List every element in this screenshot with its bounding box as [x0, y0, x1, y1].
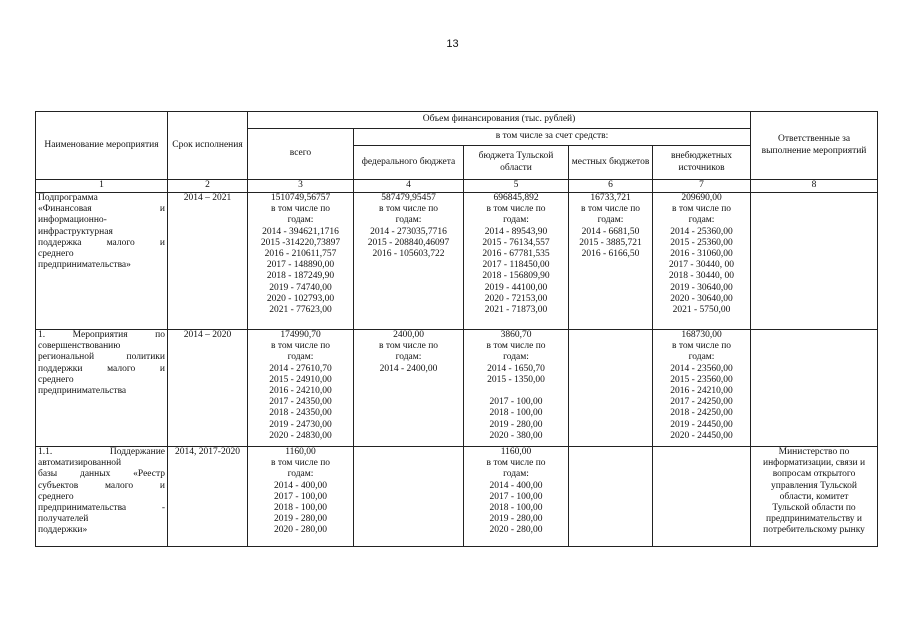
- column-number: 1: [36, 180, 168, 193]
- name-line: поддержки малого и: [38, 363, 165, 374]
- cell-line: 2021 - 5750,00: [672, 305, 731, 316]
- cell-line: 168730,00: [681, 330, 722, 340]
- cell-line: 2018 - 30440, 00: [669, 271, 734, 282]
- cell-line: в том числе по: [486, 341, 546, 352]
- total-cell: [248, 193, 354, 330]
- activity-name-cell: [36, 193, 168, 330]
- cell-line: 2019 - 30640,00: [670, 282, 733, 293]
- cell-line: информатизации, связи и: [763, 458, 866, 469]
- cell-line: 2017 - 100,00: [273, 491, 328, 502]
- cell-line: в том числе по: [671, 341, 732, 352]
- name-line: региональной политики: [38, 352, 165, 363]
- cell-line: годам:: [503, 352, 529, 363]
- cell-line: в том числе по: [486, 458, 546, 469]
- cell-line: 2019 - 280,00: [489, 419, 543, 430]
- cell-line: 2014 - 400,00: [489, 480, 543, 491]
- cell-line: в том числе по: [378, 341, 439, 352]
- activity-name-cell: [36, 330, 168, 447]
- cell-line: 1510749,56757: [270, 193, 331, 203]
- federal-cell: [354, 330, 464, 447]
- cell-line: 2018 - 187249,90: [266, 271, 335, 282]
- cell-line: 2015 - 3885,721: [579, 237, 642, 248]
- cell-line: 2014 - 1650,70: [487, 363, 545, 374]
- federal-cell: [354, 447, 464, 547]
- cell-line: Тульской области по: [772, 503, 856, 514]
- cell-line: 2014 - 23560,00: [670, 363, 733, 374]
- column-number: 4: [354, 180, 464, 193]
- cell-line: 2018 - 100,00: [489, 503, 543, 514]
- name-line: среднего: [38, 249, 74, 260]
- name-line: базы данных «Реестр: [38, 469, 165, 480]
- name-line: поддержки»: [38, 525, 88, 536]
- cell-line: 2019 - 24730,00: [269, 419, 332, 430]
- financing-table: [35, 111, 878, 547]
- cell-line: годам:: [503, 469, 529, 480]
- total-cell: [248, 330, 354, 447]
- cell-line: 2020 - 24830,00: [269, 430, 332, 441]
- cell-line: 2014 - 89543,90: [484, 226, 548, 237]
- column-number: 3: [248, 180, 354, 193]
- cell-line: 2017 - 118450,00: [482, 260, 550, 271]
- header-regional: бюджета Тульской области: [464, 146, 569, 180]
- name-line: совершенствованию: [38, 341, 121, 352]
- cell-line: [466, 386, 566, 397]
- name-line: 1.1. Поддержание: [38, 447, 165, 457]
- cell-line: 2016 - 105603,722: [372, 249, 445, 260]
- local-cell: [569, 330, 653, 447]
- cell-line: 2017 - 24250,00: [670, 397, 733, 408]
- cell-line: 2020 - 280,00: [273, 525, 328, 536]
- cell-line: 2020 - 30640,00: [670, 293, 733, 304]
- header-local: местных бюджетов: [569, 146, 653, 180]
- cell-line: 2019 - 280,00: [273, 514, 328, 525]
- column-number: 8: [751, 180, 878, 193]
- cell-line: 2014 - 400,00: [273, 480, 328, 491]
- table-body: [36, 193, 878, 547]
- name-line: среднего: [38, 374, 74, 385]
- cell-line: 2017 - 24350,00: [269, 397, 332, 408]
- cell-line: годам:: [597, 215, 624, 226]
- header-volume: Объем финансирования (тыс. рублей): [248, 112, 751, 129]
- cell-line: области, комитет: [779, 491, 849, 502]
- cell-line: 2019 - 74740,00: [269, 282, 332, 293]
- cell-line: 2020 - 72153,00: [484, 293, 548, 304]
- responsible-cell: [751, 193, 878, 330]
- responsible-cell: [751, 330, 878, 447]
- cell-line: 16733,721: [590, 193, 631, 203]
- name-line: инфраструктурная: [38, 226, 113, 237]
- cell-line: предпринимательству и: [766, 514, 862, 525]
- cell-line: в том числе по: [270, 204, 331, 215]
- cell-line: 2015 - 76134,557: [482, 237, 550, 248]
- federal-cell: [354, 193, 464, 330]
- cell-line: 1160,00: [500, 447, 532, 457]
- cell-line: 2015 - 23560,00: [670, 374, 733, 385]
- total-cell: [248, 447, 354, 547]
- cell-line: 2020 - 380,00: [489, 430, 543, 441]
- table-row: [36, 447, 878, 547]
- name-line: автоматизированной: [38, 458, 122, 469]
- cell-line: 2020 - 102793,00: [266, 293, 335, 304]
- cell-line: 1160,00: [285, 447, 316, 457]
- extra-cell: [653, 193, 751, 330]
- header-extra: внебюджетных источников: [653, 146, 751, 180]
- column-number: 5: [464, 180, 569, 193]
- header-responsible: Ответственные за выполнение мероприятий: [751, 112, 878, 180]
- activity-name-cell: [36, 447, 168, 547]
- cell-line: 2400,00: [393, 330, 424, 340]
- cell-line: в том числе по: [270, 341, 331, 352]
- cell-line: потребительскому рынку: [763, 525, 865, 536]
- cell-line: 2015 - 24910,00: [269, 374, 332, 385]
- header-including: в том числе за счет средств:: [354, 129, 751, 146]
- cell-line: 2020 - 280,00: [489, 525, 543, 536]
- cell-line: 174990,70: [280, 330, 321, 340]
- cell-line: годам:: [688, 215, 715, 226]
- cell-line: годам:: [688, 352, 715, 363]
- term-cell: 2014 – 2020: [168, 330, 248, 447]
- cell-line: 3860,70: [500, 330, 532, 340]
- cell-line: 2017 - 100,00: [489, 397, 543, 408]
- table-row: [36, 193, 878, 330]
- cell-line: 2016 - 210611,757: [264, 249, 337, 260]
- column-number: 6: [569, 180, 653, 193]
- cell-line: 2019 - 44100,00: [484, 282, 548, 293]
- column-number: 2: [168, 180, 248, 193]
- regional-cell: [464, 193, 569, 330]
- cell-line: Министерство по: [778, 447, 850, 457]
- cell-line: 2020 - 24450,00: [670, 430, 733, 441]
- cell-line: 2018 - 156809,90: [482, 271, 550, 282]
- cell-line: 2014 - 25360,00: [670, 226, 733, 237]
- local-cell: [569, 447, 653, 547]
- name-line: предпринимательства»: [38, 260, 131, 271]
- cell-line: 2018 - 24250,00: [670, 408, 733, 419]
- name-line: «Финансовая и: [38, 204, 165, 215]
- cell-line: в том числе по: [671, 204, 732, 215]
- name-line: информационно-: [38, 215, 107, 226]
- responsible-cell: [751, 447, 878, 547]
- name-line: Подпрограмма: [38, 193, 98, 203]
- cell-line: 2015 - 25360,00: [670, 237, 733, 248]
- term-cell: 2014 – 2021: [168, 193, 248, 330]
- cell-line: 2015 - 208840,46097: [367, 237, 450, 248]
- cell-line: 2014 - 394621,1716: [262, 226, 339, 237]
- cell-line: 2014 - 6681,50: [581, 226, 640, 237]
- cell-line: в том числе по: [270, 458, 331, 469]
- header-name: Наименование мероприятия: [36, 112, 168, 180]
- cell-line: 2021 - 71873,00: [484, 305, 548, 316]
- cell-line: годам:: [287, 352, 314, 363]
- cell-line: 2016 - 24210,00: [269, 386, 332, 397]
- cell-line: 2017 - 148890,00: [266, 260, 335, 271]
- header-total: всего: [248, 129, 354, 180]
- extra-cell: [653, 447, 751, 547]
- cell-line: 2016 - 67781,535: [482, 249, 550, 260]
- cell-line: 2016 - 24210,00: [670, 386, 733, 397]
- cell-line: 2014 - 27610,70: [269, 363, 332, 374]
- cell-line: 2021 - 77623,00: [269, 305, 332, 316]
- cell-line: управления Тульской: [771, 480, 857, 491]
- name-line: 1. Мероприятия по: [38, 330, 165, 340]
- cell-line: в том числе по: [378, 204, 439, 215]
- header-term: Срок исполнения: [168, 112, 248, 180]
- regional-cell: [464, 330, 569, 447]
- name-line: предпринимательства -: [38, 503, 165, 514]
- page-number: 13: [446, 38, 459, 50]
- cell-line: годам:: [287, 469, 314, 480]
- cell-line: годам:: [287, 215, 314, 226]
- cell-line: 2014 - 2400,00: [379, 363, 438, 374]
- name-line: субъектов малого и: [38, 480, 165, 491]
- cell-line: 2017 - 100,00: [489, 491, 543, 502]
- cell-line: годам:: [395, 352, 422, 363]
- extra-cell: [653, 330, 751, 447]
- header-federal: федерального бюджета: [354, 146, 464, 180]
- cell-line: годам:: [503, 215, 529, 226]
- cell-line: 2018 - 100,00: [273, 503, 328, 514]
- name-line: предпринимательства: [38, 386, 127, 397]
- cell-line: 2019 - 24450,00: [670, 419, 733, 430]
- name-line: поддержка малого и: [38, 237, 165, 248]
- column-numbers-row: [36, 180, 878, 193]
- cell-line: годам:: [395, 215, 422, 226]
- cell-line: 2014 - 273035,7716: [370, 226, 447, 237]
- cell-line: 2016 - 6166,50: [581, 249, 640, 260]
- cell-line: 209690,00: [681, 193, 722, 203]
- cell-line: 2015 - 1350,00: [487, 374, 545, 385]
- cell-line: 2018 - 100,00: [489, 408, 543, 419]
- column-number: 7: [653, 180, 751, 193]
- cell-line: 2018 - 24350,00: [269, 408, 332, 419]
- name-line: среднего: [38, 491, 74, 502]
- table-row: [36, 330, 878, 447]
- cell-line: в том числе по: [486, 204, 546, 215]
- cell-line: 2016 - 31060,00: [670, 249, 733, 260]
- name-line: получателей: [38, 514, 89, 525]
- term-cell: 2014, 2017-2020: [168, 447, 248, 547]
- cell-line: вопросам открытого: [772, 469, 856, 480]
- cell-line: 2019 - 280,00: [489, 514, 543, 525]
- cell-line: 696845,892: [493, 193, 539, 203]
- cell-line: в том числе по: [580, 204, 641, 215]
- cell-line: 2017 - 30440, 00: [669, 260, 734, 271]
- cell-line: 587479,95457: [381, 193, 436, 203]
- cell-line: 2015 -314220,73897: [260, 237, 341, 248]
- local-cell: [569, 193, 653, 330]
- regional-cell: [464, 447, 569, 547]
